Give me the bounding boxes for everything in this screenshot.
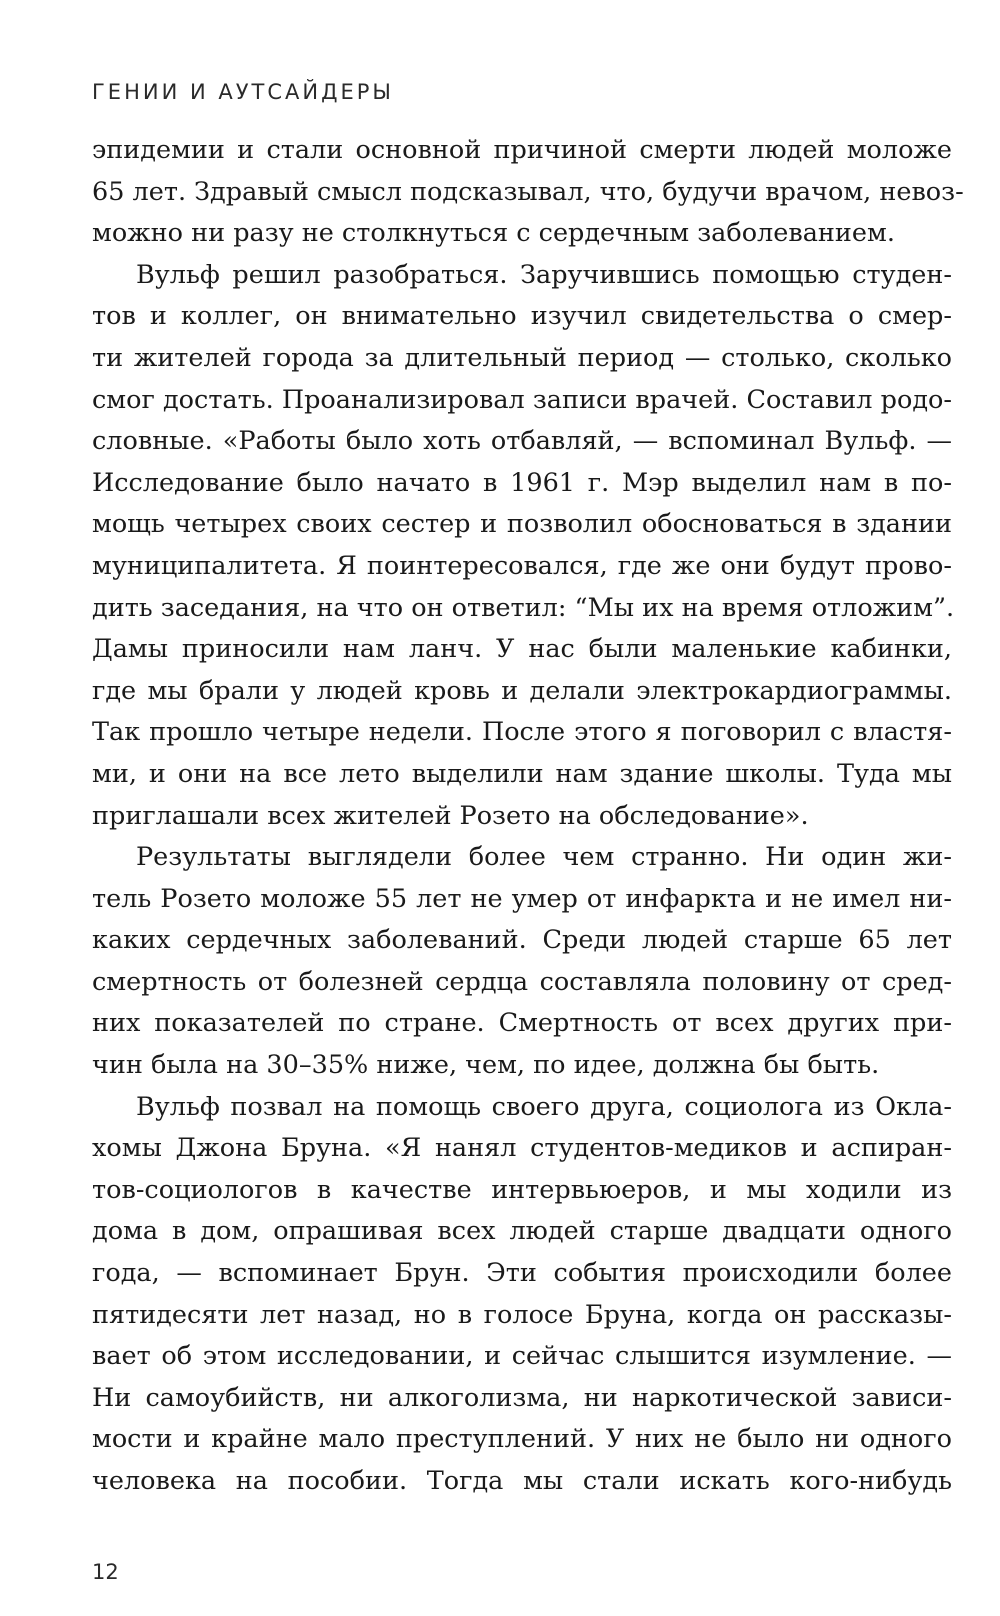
text-line: Ни самоубийств, ни алкоголизма, ни наркотической зависи- xyxy=(92,1382,952,1413)
text-line: словные. «Работы было хоть отбавляй, — вспоминал Вульф. — xyxy=(92,426,952,457)
text-line: каких сердечных заболеваний. Среди людей старше 65 лет xyxy=(92,925,952,956)
running-title: ГЕНИИ И АУТСАЙДЕРЫ xyxy=(92,80,394,104)
text-line: ми, и они на все лето выделили нам здание школы. Туда мы xyxy=(92,758,952,789)
text-line: пятидесяти лет назад, но в голосе Бруна, когда он рассказы- xyxy=(92,1299,952,1330)
text-line: мощь четырех своих сестер и позволил обосноваться в здании xyxy=(92,509,952,540)
text-line: муниципалитета. Я поинтересовался, где же они будут прово- xyxy=(92,550,952,581)
text-line: чин была на 30–35% ниже, чем, по идее, должна бы быть. xyxy=(92,1050,880,1081)
text-line: них показателей по стране. Смертность от всех других при- xyxy=(92,1008,952,1039)
text-line: мости и крайне мало преступлений. У них не было ни одного xyxy=(92,1424,952,1455)
text-line: 65 лет. Здравый смысл подсказывал, что, будучи врачом, невоз- xyxy=(92,176,964,207)
text-line: года, — вспоминает Брун. Эти события происходили более xyxy=(92,1258,952,1289)
text-line: смог достать. Проанализировал записи врачей. Составил родо- xyxy=(92,384,952,415)
text-line: эпидемии и стали основной причиной смерти людей моложе xyxy=(92,135,952,165)
text-line: человека на пособии. Тогда мы стали искать кого-нибудь xyxy=(92,1466,952,1496)
text-line: Результаты выглядели более чем странно. Ни один жи- xyxy=(136,842,952,873)
text-line: тов и коллег, он внимательно изучил свидетельства о смер- xyxy=(92,301,952,332)
text-line: приглашали всех жителей Розето на обследование». xyxy=(92,800,809,831)
text-line: можно ни разу не столкнуться с сердечным заболеванием. xyxy=(92,218,895,249)
text-line: Так прошло четыре недели. После этого я поговорил с властя- xyxy=(92,717,952,748)
text-line: Исследование было начато в 1961 г. Мэр выделил нам в по- xyxy=(92,467,952,498)
page-number: 12 xyxy=(92,1560,119,1584)
text-line: вает об этом исследовании, и сейчас слышится изумление. — xyxy=(92,1341,952,1372)
text-line: дить заседания, на что он ответил: “Мы их на время отложим”. xyxy=(92,592,955,623)
text-line: Вульф решил разобраться. Заручившись помощью студен- xyxy=(136,259,952,290)
text-line: хомы Джона Бруна. «Я нанял студентов-медиков и аспиран- xyxy=(92,1133,952,1164)
text-line: тель Розето моложе 55 лет не умер от инфаркта и не имел ни- xyxy=(92,883,952,914)
text-line: смертность от болезней сердца составляла половину от сред- xyxy=(92,966,952,997)
text-line: Дамы приносили нам ланч. У нас были маленькие кабинки, xyxy=(92,634,952,665)
text-line: дома в дом, опрашивая всех людей старше двадцати одного xyxy=(92,1216,952,1247)
body-text xyxy=(92,130,964,1503)
text-line: ти жителей города за длительный период — столько, сколько xyxy=(92,342,952,373)
text-line: Вульф позвал на помощь своего друга, социолога из Окла- xyxy=(136,1091,952,1122)
text-line: тов-социологов в качестве интервьюеров, и мы ходили из xyxy=(92,1174,952,1205)
text-line: где мы брали у людей кровь и делали электрокардиограммы. xyxy=(92,675,952,706)
